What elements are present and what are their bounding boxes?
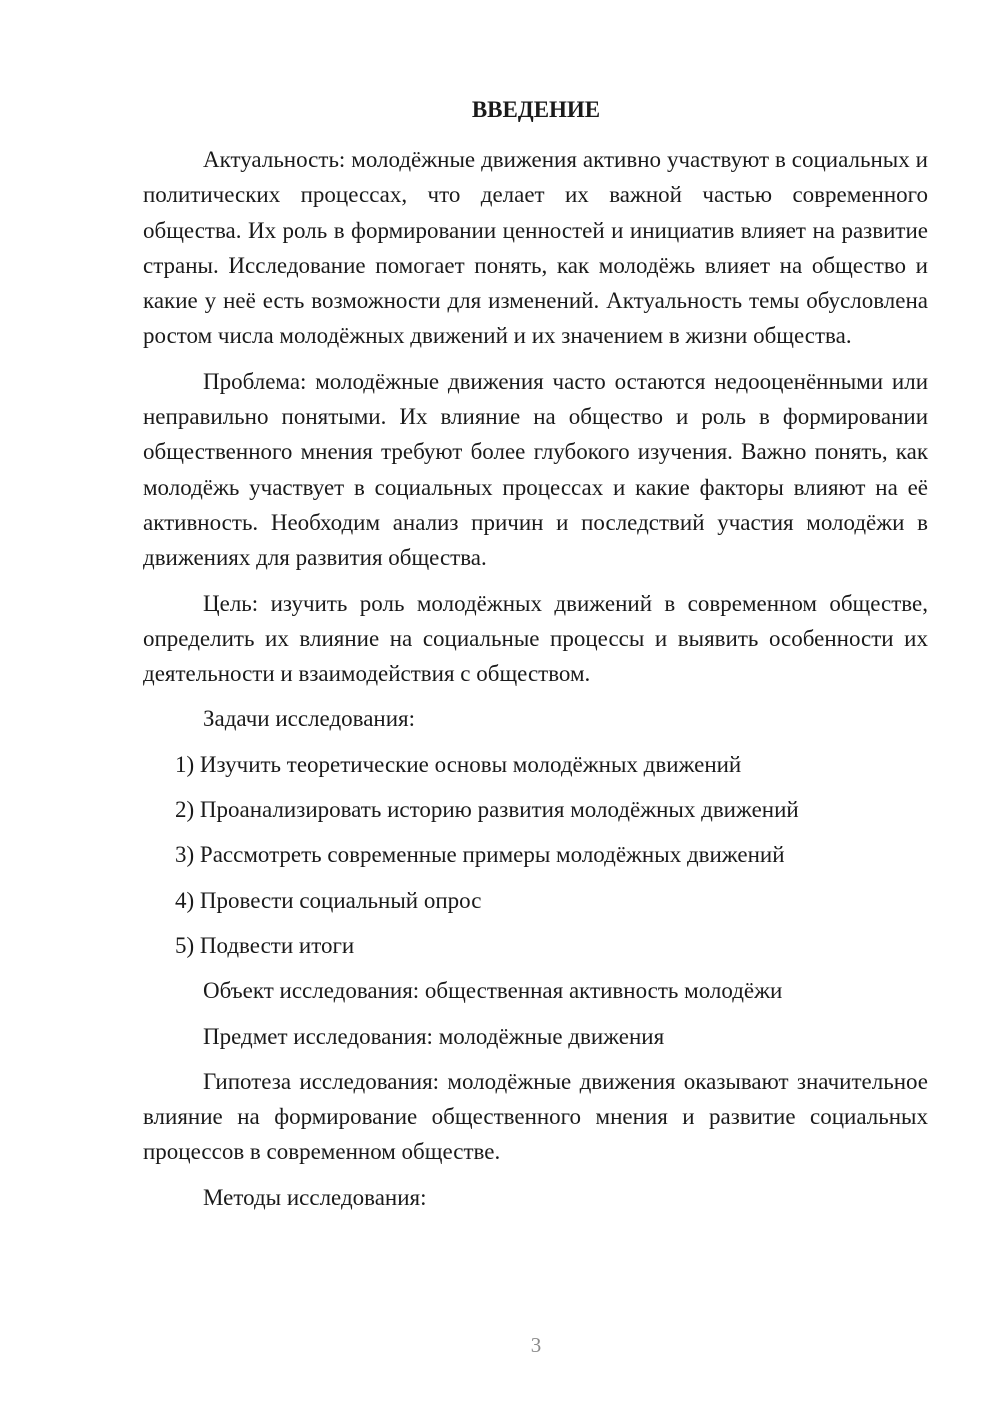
list-item: 2) Проанализировать историю развития молодёжных движений: [175, 797, 799, 823]
tasks-heading: Задачи исследования:: [203, 706, 416, 732]
relevance-paragraph: Актуальность: молодёжные движения активно участвуют в социальных и политических процессах, что делает их важной частью современного общества. Их роль в формировании ценностей и инициатив влияет на развитие страны. Исследование помогает понять, как молодёжь влияет на общество и какие у неё есть возможности для изменений. Актуальность темы обусловлена ростом числа молодёжных движений и их значением в жизни общества.: [143, 147, 928, 349]
problem-paragraph: Проблема: молодёжные движения часто остаются недооценёнными или неправильно понятыми. Их влияние на общество и роль в формировании общественного мнения требуют более глубокого изучения. Важно понять, как молодёжь участвует в социальных процессах и какие факторы влияют на её активность. Необходим анализ причин и последствий участия молодёжи в движениях для развития общества.: [143, 368, 928, 571]
page-title: ВВЕДЕНИЕ: [471, 97, 601, 122]
subject-line: Предмет исследования: молодёжные движения: [203, 1023, 665, 1049]
list-item: 3) Рассмотреть современные примеры молодёжных движений: [175, 842, 785, 868]
hypothesis-paragraph: Гипотеза исследования: молодёжные движения оказывают значительное влияние на формирование общественного мнения и развитие социальных процессов в современном обществе.: [143, 1068, 928, 1165]
list-item: 5) Подвести итоги: [175, 932, 355, 958]
goal-paragraph: Цель: изучить роль молодёжных движений в современном обществе, определить их влияние на социальные процессы и выявить особенности их деятельности и взаимодействия с обществом.: [143, 590, 928, 687]
document-body: [143, 142, 928, 1225]
object-line: Объект исследования: общественная активность молодёжи: [203, 978, 783, 1004]
methods-heading: Методы исследования:: [203, 1184, 427, 1210]
list-item: 4) Провести социальный опрос: [175, 887, 482, 913]
page-number: 3: [530, 1333, 542, 1357]
list-item: 1) Изучить теоретические основы молодёжных движений: [175, 751, 742, 777]
